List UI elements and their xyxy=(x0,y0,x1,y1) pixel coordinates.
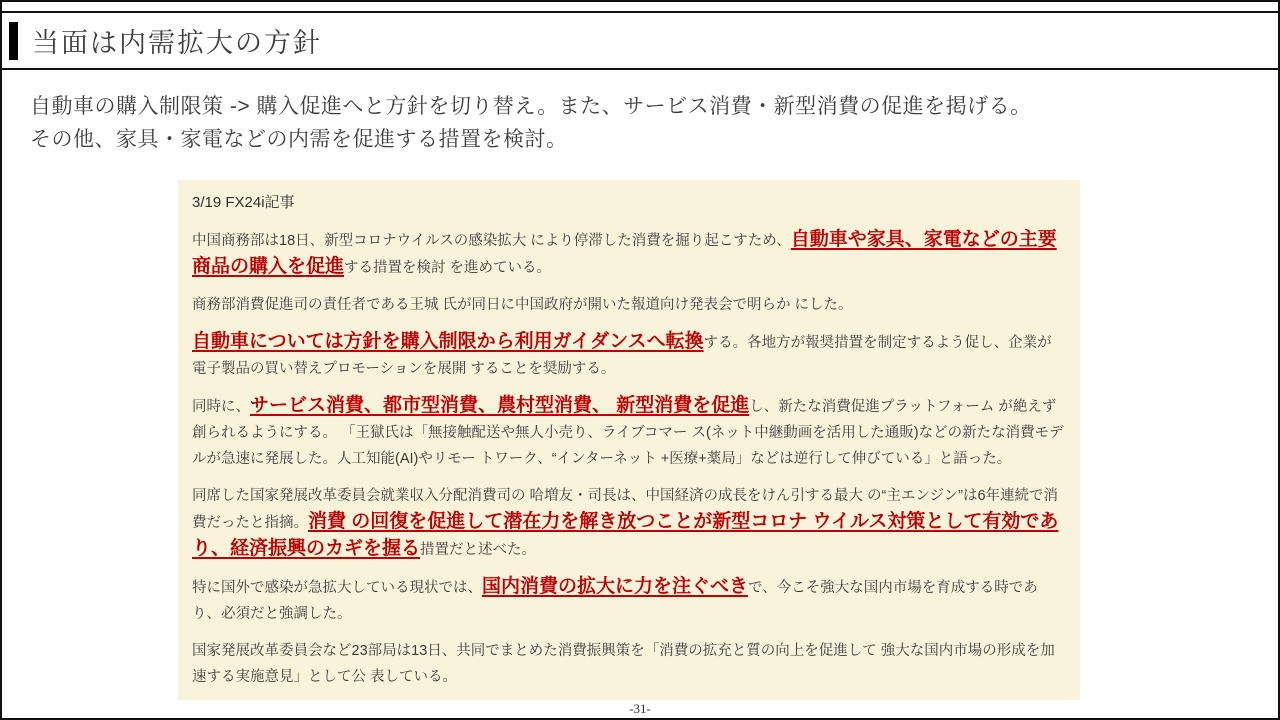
article-text-segment: 同席した国家発展改革委員会就業収入分配消費司の 哈増友・司長は、中国経済の成長をけん引する最大 の“主エンジン”は6年連続で消費だったと指摘。 xyxy=(192,488,1059,531)
article-paragraph xyxy=(192,483,1066,563)
article-text-segment: 国家発展改革委員会など23部局は13日、共同でまとめた消費振興策を「消費の拡充と質の向上を促進して 強大な国内市場の形成を加速する実施意見」として公 表している。 xyxy=(192,643,1055,685)
article-text-segment: する。各地方が報奨措置を制定するよう促し、企業が電子製品の買い替えプロモーションを展開 することを奨励する。 xyxy=(192,335,1052,377)
article-paragraph xyxy=(192,638,1066,690)
page-title: 当面は内需拡大の方針 xyxy=(32,28,322,58)
lead-line-1: 自動車の購入制限策 -> 購入促進へと方針を切り替え。また、サービス消費・新型消費の促進を掲げる。 xyxy=(30,95,1032,118)
title-marker-icon xyxy=(9,22,18,60)
article-emphasis-segment: 自動車や家具、家電などの主要商品の購入を促進 xyxy=(192,229,1057,277)
article-text-segment: 商務部消費促進司の責任者である王城 氏が同日に中国政府が開いた報道向け発表会で明らか にした。 xyxy=(192,297,853,313)
article-emphasis-segment: 消費 の回復を促進して潜在力を解き放つことが新型コロナ ウイルス対策として有効であり、経済振興のカギを握る xyxy=(192,511,1059,559)
article-text-segment: 同時に、 xyxy=(192,399,250,415)
article-paragraph xyxy=(192,329,1066,382)
title-bar xyxy=(2,13,1278,70)
article-text-segment: 特に国外で感染が急拡大している現状では、 xyxy=(192,580,482,596)
article-heading: 3/19 FX24i記事 xyxy=(192,194,295,211)
article-emphasis-segment: 自動車については方針を購入制限から利用ガイダンスへ転換 xyxy=(192,331,704,352)
lead-line-2: その他、家具・家電などの内需を促進する措置を検討。 xyxy=(30,128,568,151)
article-text-segment: 措置だと述べた。 xyxy=(420,542,537,558)
article-paragraph xyxy=(192,292,1066,318)
article-text-segment: し、新たな消費促進プラットフォーム が絶えず創られるようにする。 「王獄氏は「無接触配送や無人小売り、ライブコマー ス(ネット中継動画を活用した通販)などの新たな消費モデルが急速に発展した。人工知能(AI)やリモー トワーク、“インターネット +医療+薬局」などは逆行して伸びている」と語った。 xyxy=(192,399,1064,467)
article-paragraph xyxy=(192,227,1066,281)
top-strip xyxy=(2,2,1278,13)
article-paragraph xyxy=(192,393,1066,472)
article-text-segment: する措置を検討 を進めている。 xyxy=(344,260,552,276)
page-number: -31- xyxy=(629,701,651,716)
lead-text xyxy=(30,90,1278,156)
article-text-segment: 中国商務部は18日、新型コロナウイルスの感染拡大 により停滞した消費を掘り起こすため、 xyxy=(192,233,791,249)
article-emphasis-segment: 国内消費の拡大に力を注ぐべき xyxy=(482,576,749,597)
article-text-segment: で、今こそ強大な国内市場を育成する時であり、必須だと強調した。 xyxy=(192,580,1038,622)
article-paragraph xyxy=(192,574,1066,627)
article-emphasis-segment: サービス消費、都市型消費、農村型消費、 新型消費を促進 xyxy=(250,395,750,416)
article-box xyxy=(178,180,1080,700)
